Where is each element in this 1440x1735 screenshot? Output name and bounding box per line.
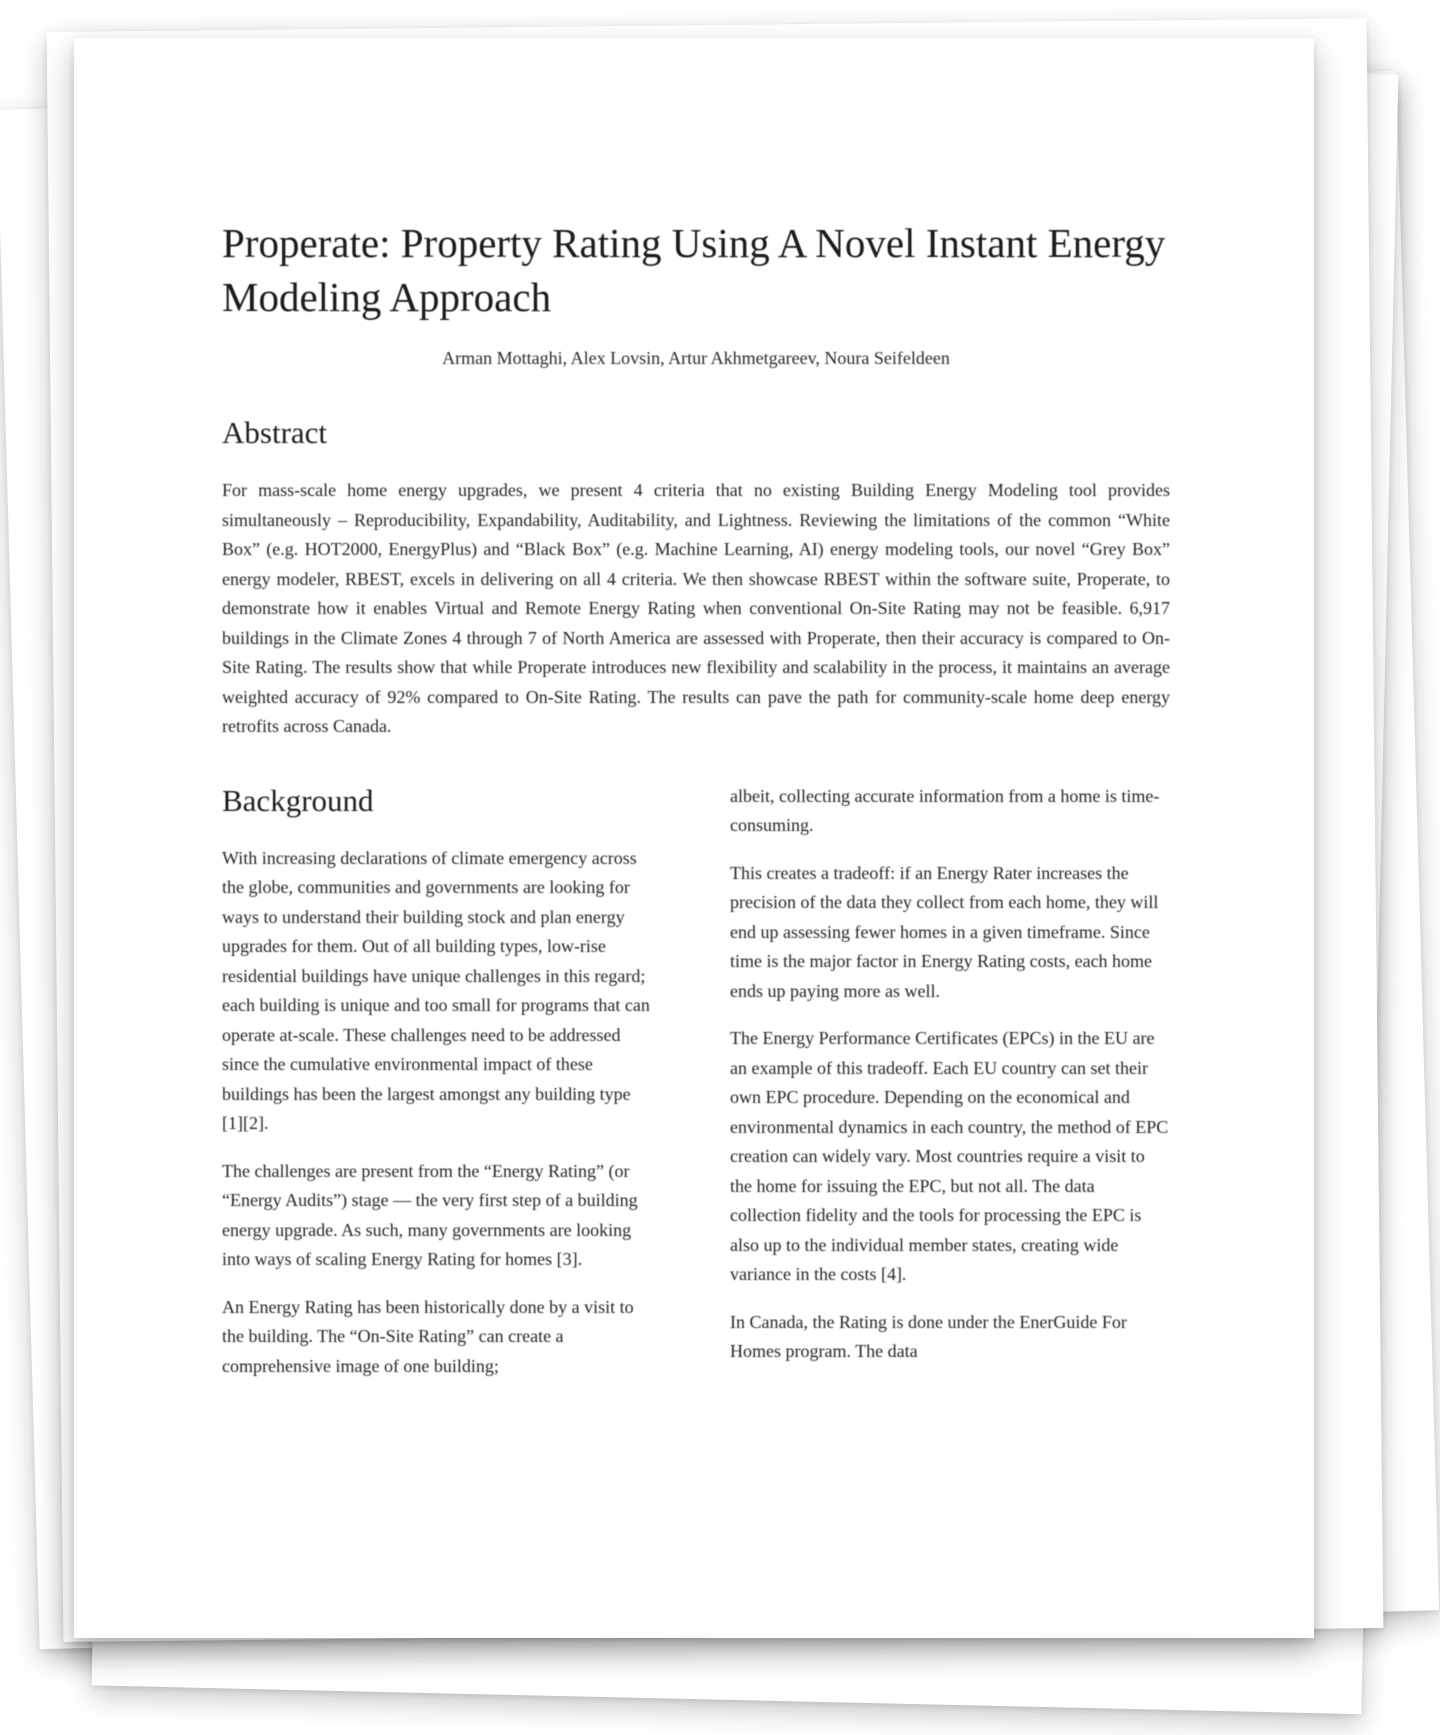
body-paragraph: The Energy Performance Certificates (EPCs) in the EU are an example of this tradeoff. Each EU country can set their own EPC procedure. Depending on the economical and environmental dynamics in each country, the method of EPC creation can widely vary. Most countries require a visit to the home for issuing the EPC, but not all. The data collection fidelity and the tools for processing the EPC is also up to the individual member states, creating wide variance in the costs [4]. (730, 1028, 1169, 1284)
abstract-heading: Abstract (222, 415, 328, 450)
page-content (222, 216, 1170, 1399)
body-paragraph: An Energy Rating has been historically done by a visit to the building. The “On-Site Rating” can create a comprehensive image of one building; (222, 1296, 634, 1376)
body-paragraph: With increasing declarations of climate emergency across the globe, communities and governments are looking for ways to understand their building stock and plan energy upgrades for them. Out of all building types, low-rise residential buildings have unique challenges in this regard; each building is unique and too small for programs that can operate at-scale. These challenges need to be addressed since the cumulative environmental impact of these buildings has been the largest amongst any building type [1][2]. (222, 847, 650, 1133)
paper-title: Properate: Property Rating Using A Novel Instant Energy Modeling Approach (222, 220, 1166, 320)
right-column (730, 782, 1170, 1400)
paper-authors: Arman Mottaghi, Alex Lovsin, Artur Akhmetgareev, Noura Seifeldeen (442, 348, 950, 368)
two-column-body (222, 782, 1170, 1400)
background-heading: Background (222, 782, 374, 818)
front-page (74, 38, 1314, 1638)
body-paragraph: The challenges are present from the “Energy Rating” (or “Energy Audits”) stage — the very first step of a building energy upgrade. As such, many governments are looking into ways of scaling Energy Rating for homes [3]. (222, 1160, 638, 1269)
body-paragraph: albeit, collecting accurate information from a home is time-consuming. (730, 785, 1160, 835)
left-column (222, 782, 652, 1400)
body-paragraph: In Canada, the Rating is done under the EnerGuide For Homes program. The data (730, 1311, 1127, 1361)
body-paragraph: This creates a tradeoff: if an Energy Rater increases the precision of the data they collect from each home, they will end up assessing fewer homes in a given timeframe. Since time is the major factor in Energy Rating costs, each home ends up paying more as well. (730, 862, 1159, 1001)
abstract-text: For mass-scale home energy upgrades, we present 4 criteria that no existing Building Energy Modeling tool provides simultaneously – Reproducibility, Expandability, Auditability, and Lightness. Reviewing the limitations of the common “White Box” (e.g. HOT2000, EnergyPlus) and “Black Box” (e.g. Machine Learning, AI) energy modeling tools, our novel “Grey Box” energy modeler, RBEST, excels in delivering on all 4 criteria. We then showcase RBEST within the software suite, Properate, to demonstrate how it enables Virtual and Remote Energy Rating when conventional On-Site Rating may not be feasible. 6,917 buildings in the Climate Zones 4 through 7 of North America are assessed with Properate, then their accuracy is compared to On-Site Rating. The results show that while Properate introduces new flexibility and scalability in the process, it maintains an average weighted accuracy of 92% compared to On-Site Rating. The results can pave the path for community-scale home deep energy retrofits across Canada. (222, 480, 1170, 736)
